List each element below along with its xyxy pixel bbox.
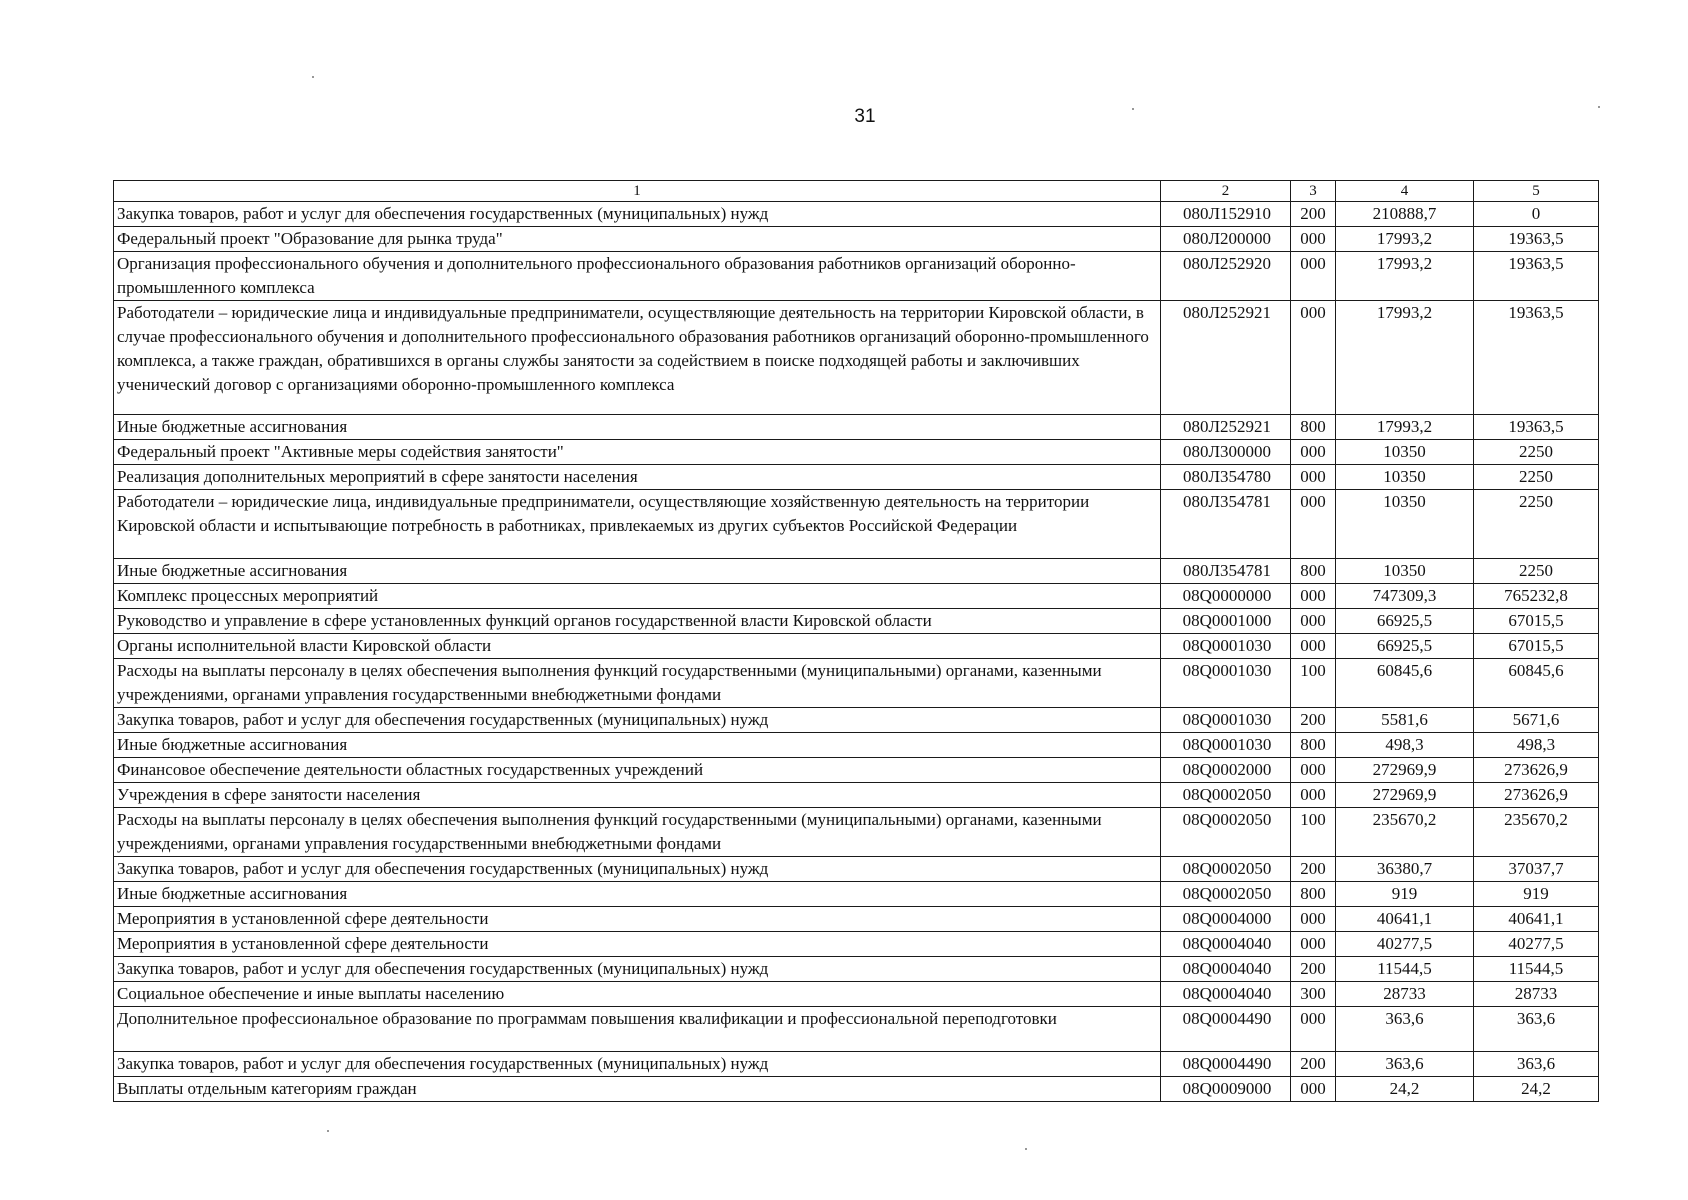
row-code-cell: 08Q0002050 [1161,808,1291,857]
row-expense-type-cell: 000 [1291,1077,1336,1102]
row-amount-year2-cell: 37037,7 [1474,857,1599,882]
row-name-cell: Реализация дополнительных мероприятий в сфере занятости населения [114,465,1161,490]
row-code-cell: 080Л252920 [1161,252,1291,301]
table-row [114,783,1599,808]
row-expense-type-cell: 200 [1291,708,1336,733]
table-row [114,708,1599,733]
row-expense-type-cell: 000 [1291,758,1336,783]
row-amount-year1-cell: 40277,5 [1336,932,1474,957]
scan-speck [312,76,314,78]
row-amount-year1-cell: 235670,2 [1336,808,1474,857]
row-expense-type-cell: 100 [1291,808,1336,857]
scan-speck [1025,1148,1027,1150]
row-amount-year2-cell: 363,6 [1474,1007,1599,1052]
row-amount-year2-cell: 2250 [1474,465,1599,490]
row-amount-year2-cell: 67015,5 [1474,609,1599,634]
row-name-cell: Социальное обеспечение и иные выплаты населению [114,982,1161,1007]
row-amount-year2-cell: 60845,6 [1474,659,1599,708]
scan-speck [327,1130,329,1132]
row-amount-year2-cell: 40277,5 [1474,932,1599,957]
row-name-cell: Работодатели – юридические лица и индивидуальные предприниматели, осуществляющие деятельность на территории Кировской области, в случае профессионального обучения и дополнительного профессионального образования работников организаций оборонно-промышленного комплекса, а также граждан, обратившихся в органы службы занятости за содействием в поиске подходящей работы и заключивших ученический договор с организациями оборонно-промышленного комплекса [114,301,1161,415]
column-header-name: 1 [114,181,1161,202]
row-code-cell: 080Л354781 [1161,490,1291,559]
row-expense-type-cell: 200 [1291,857,1336,882]
row-amount-year2-cell: 40641,1 [1474,907,1599,932]
row-amount-year1-cell: 363,6 [1336,1007,1474,1052]
row-name-cell: Закупка товаров, работ и услуг для обеспечения государственных (муниципальных) нужд [114,957,1161,982]
row-code-cell: 08Q0002050 [1161,857,1291,882]
row-amount-year1-cell: 498,3 [1336,733,1474,758]
row-code-cell: 08Q0002000 [1161,758,1291,783]
row-amount-year2-cell: 24,2 [1474,1077,1599,1102]
row-expense-type-cell: 000 [1291,584,1336,609]
column-header-amount-year2: 5 [1474,181,1599,202]
table-row [114,957,1599,982]
row-amount-year2-cell: 19363,5 [1474,415,1599,440]
row-name-cell: Иные бюджетные ассигнования [114,415,1161,440]
page-number: 31 [854,106,876,127]
row-expense-type-cell: 800 [1291,733,1336,758]
row-expense-type-cell: 000 [1291,1007,1336,1052]
row-code-cell: 080Л300000 [1161,440,1291,465]
table-row [114,982,1599,1007]
row-code-cell: 08Q0004040 [1161,982,1291,1007]
row-code-cell: 08Q0009000 [1161,1077,1291,1102]
table-row [114,559,1599,584]
row-amount-year1-cell: 919 [1336,882,1474,907]
table-row [114,227,1599,252]
row-expense-type-cell: 300 [1291,982,1336,1007]
row-expense-type-cell: 000 [1291,227,1336,252]
table-body [114,181,1599,1102]
row-name-cell: Расходы на выплаты персоналу в целях обеспечения выполнения функций государственными (муниципальными) органами, казенными учреждениями, органами управления государственными внебюджетными фондами [114,808,1161,857]
row-expense-type-cell: 000 [1291,440,1336,465]
table-row [114,758,1599,783]
row-expense-type-cell: 800 [1291,559,1336,584]
row-name-cell: Руководство и управление в сфере установленных функций органов государственной власти Кировской области [114,609,1161,634]
table-header-row [114,181,1599,202]
table-row [114,301,1599,415]
row-amount-year2-cell: 11544,5 [1474,957,1599,982]
row-name-cell: Выплаты отдельным категориям граждан [114,1077,1161,1102]
row-expense-type-cell: 000 [1291,301,1336,415]
row-amount-year2-cell: 2250 [1474,559,1599,584]
row-amount-year1-cell: 363,6 [1336,1052,1474,1077]
row-name-cell: Органы исполнительной власти Кировской области [114,634,1161,659]
row-amount-year2-cell: 2250 [1474,440,1599,465]
row-amount-year1-cell: 24,2 [1336,1077,1474,1102]
row-amount-year1-cell: 60845,6 [1336,659,1474,708]
row-amount-year1-cell: 10350 [1336,490,1474,559]
table-row [114,1052,1599,1077]
row-code-cell: 08Q0004040 [1161,932,1291,957]
row-code-cell: 080Л252921 [1161,415,1291,440]
row-amount-year1-cell: 272969,9 [1336,783,1474,808]
row-code-cell: 08Q0001030 [1161,634,1291,659]
row-amount-year1-cell: 17993,2 [1336,415,1474,440]
row-amount-year2-cell: 919 [1474,882,1599,907]
row-amount-year2-cell: 67015,5 [1474,634,1599,659]
row-amount-year1-cell: 17993,2 [1336,227,1474,252]
row-code-cell: 08Q0004040 [1161,957,1291,982]
row-code-cell: 080Л252921 [1161,301,1291,415]
column-header-code: 2 [1161,181,1291,202]
row-name-cell: Финансовое обеспечение деятельности областных государственных учреждений [114,758,1161,783]
table-row [114,440,1599,465]
row-amount-year2-cell: 28733 [1474,982,1599,1007]
row-code-cell: 08Q0004490 [1161,1007,1291,1052]
row-name-cell: Учреждения в сфере занятости населения [114,783,1161,808]
row-amount-year1-cell: 40641,1 [1336,907,1474,932]
row-amount-year2-cell: 2250 [1474,490,1599,559]
row-code-cell: 08Q0002050 [1161,783,1291,808]
row-amount-year2-cell: 363,6 [1474,1052,1599,1077]
row-amount-year1-cell: 5581,6 [1336,708,1474,733]
row-code-cell: 08Q0001000 [1161,609,1291,634]
column-header-amount-year1: 4 [1336,181,1474,202]
table-row [114,490,1599,559]
row-amount-year2-cell: 765232,8 [1474,584,1599,609]
row-name-cell: Федеральный проект "Активные меры содействия занятости" [114,440,1161,465]
row-name-cell: Мероприятия в установленной сфере деятельности [114,907,1161,932]
row-expense-type-cell: 000 [1291,609,1336,634]
row-name-cell: Дополнительное профессиональное образование по программам повышения квалификации и профессиональной переподготовки [114,1007,1161,1052]
table-row [114,634,1599,659]
table-row [114,733,1599,758]
row-code-cell: 08Q0002050 [1161,882,1291,907]
row-name-cell: Комплекс процессных мероприятий [114,584,1161,609]
row-expense-type-cell: 100 [1291,659,1336,708]
row-code-cell: 08Q0001030 [1161,659,1291,708]
table-row [114,907,1599,932]
table-row [114,584,1599,609]
table-row [114,932,1599,957]
row-name-cell: Иные бюджетные ассигнования [114,882,1161,907]
row-expense-type-cell: 000 [1291,490,1336,559]
row-amount-year2-cell: 235670,2 [1474,808,1599,857]
row-amount-year2-cell: 19363,5 [1474,252,1599,301]
table-row [114,415,1599,440]
row-amount-year1-cell: 10350 [1336,440,1474,465]
row-amount-year1-cell: 17993,2 [1336,301,1474,415]
table-row [114,659,1599,708]
row-name-cell: Мероприятия в установленной сфере деятельности [114,932,1161,957]
row-expense-type-cell: 200 [1291,957,1336,982]
row-amount-year2-cell: 498,3 [1474,733,1599,758]
row-amount-year1-cell: 66925,5 [1336,634,1474,659]
table-row [114,609,1599,634]
row-expense-type-cell: 800 [1291,415,1336,440]
row-name-cell: Закупка товаров, работ и услуг для обеспечения государственных (муниципальных) нужд [114,202,1161,227]
row-amount-year1-cell: 66925,5 [1336,609,1474,634]
row-expense-type-cell: 200 [1291,1052,1336,1077]
row-amount-year2-cell: 19363,5 [1474,301,1599,415]
row-expense-type-cell: 000 [1291,252,1336,301]
row-name-cell: Работодатели – юридические лица, индивидуальные предприниматели, осуществляющие хозяйственную деятельность на территории Кировской области и испытывающие потребность в работниках, привлекаемых из других субъектов Российской Федерации [114,490,1161,559]
table-row [114,465,1599,490]
row-name-cell: Иные бюджетные ассигнования [114,559,1161,584]
scan-speck [1598,106,1600,108]
row-name-cell: Иные бюджетные ассигнования [114,733,1161,758]
row-amount-year2-cell: 5671,6 [1474,708,1599,733]
row-code-cell: 080Л354780 [1161,465,1291,490]
row-amount-year2-cell: 273626,9 [1474,758,1599,783]
table-row [114,808,1599,857]
row-code-cell: 08Q0000000 [1161,584,1291,609]
row-amount-year1-cell: 17993,2 [1336,252,1474,301]
row-expense-type-cell: 200 [1291,202,1336,227]
row-expense-type-cell: 000 [1291,932,1336,957]
table-row [114,202,1599,227]
row-name-cell: Закупка товаров, работ и услуг для обеспечения государственных (муниципальных) нужд [114,1052,1161,1077]
row-amount-year1-cell: 272969,9 [1336,758,1474,783]
row-code-cell: 080Л354781 [1161,559,1291,584]
row-expense-type-cell: 000 [1291,907,1336,932]
row-code-cell: 08Q0001030 [1161,733,1291,758]
table-row [114,252,1599,301]
row-expense-type-cell: 000 [1291,634,1336,659]
scan-speck [1132,108,1134,110]
row-amount-year1-cell: 36380,7 [1336,857,1474,882]
row-code-cell: 080Л152910 [1161,202,1291,227]
table-row [114,1007,1599,1052]
row-code-cell: 080Л200000 [1161,227,1291,252]
table-row [114,857,1599,882]
row-amount-year1-cell: 747309,3 [1336,584,1474,609]
row-amount-year2-cell: 19363,5 [1474,227,1599,252]
row-code-cell: 08Q0004000 [1161,907,1291,932]
row-code-cell: 08Q0004490 [1161,1052,1291,1077]
table-row [114,1077,1599,1102]
budget-table [113,180,1599,1102]
row-amount-year1-cell: 10350 [1336,465,1474,490]
row-code-cell: 08Q0001030 [1161,708,1291,733]
row-expense-type-cell: 000 [1291,783,1336,808]
row-name-cell: Расходы на выплаты персоналу в целях обеспечения выполнения функций государственными (муниципальными) органами, казенными учреждениями, органами управления государственными внебюджетными фондами [114,659,1161,708]
row-amount-year2-cell: 273626,9 [1474,783,1599,808]
row-name-cell: Закупка товаров, работ и услуг для обеспечения государственных (муниципальных) нужд [114,857,1161,882]
table-row [114,882,1599,907]
row-amount-year1-cell: 10350 [1336,559,1474,584]
row-name-cell: Организация профессионального обучения и дополнительного профессионального образования работников организаций оборонно-промышленного комплекса [114,252,1161,301]
row-expense-type-cell: 000 [1291,465,1336,490]
row-amount-year1-cell: 28733 [1336,982,1474,1007]
row-name-cell: Закупка товаров, работ и услуг для обеспечения государственных (муниципальных) нужд [114,708,1161,733]
row-expense-type-cell: 800 [1291,882,1336,907]
row-name-cell: Федеральный проект "Образование для рынка труда" [114,227,1161,252]
row-amount-year2-cell: 0 [1474,202,1599,227]
column-header-expense-type: 3 [1291,181,1336,202]
row-amount-year1-cell: 11544,5 [1336,957,1474,982]
row-amount-year1-cell: 210888,7 [1336,202,1474,227]
